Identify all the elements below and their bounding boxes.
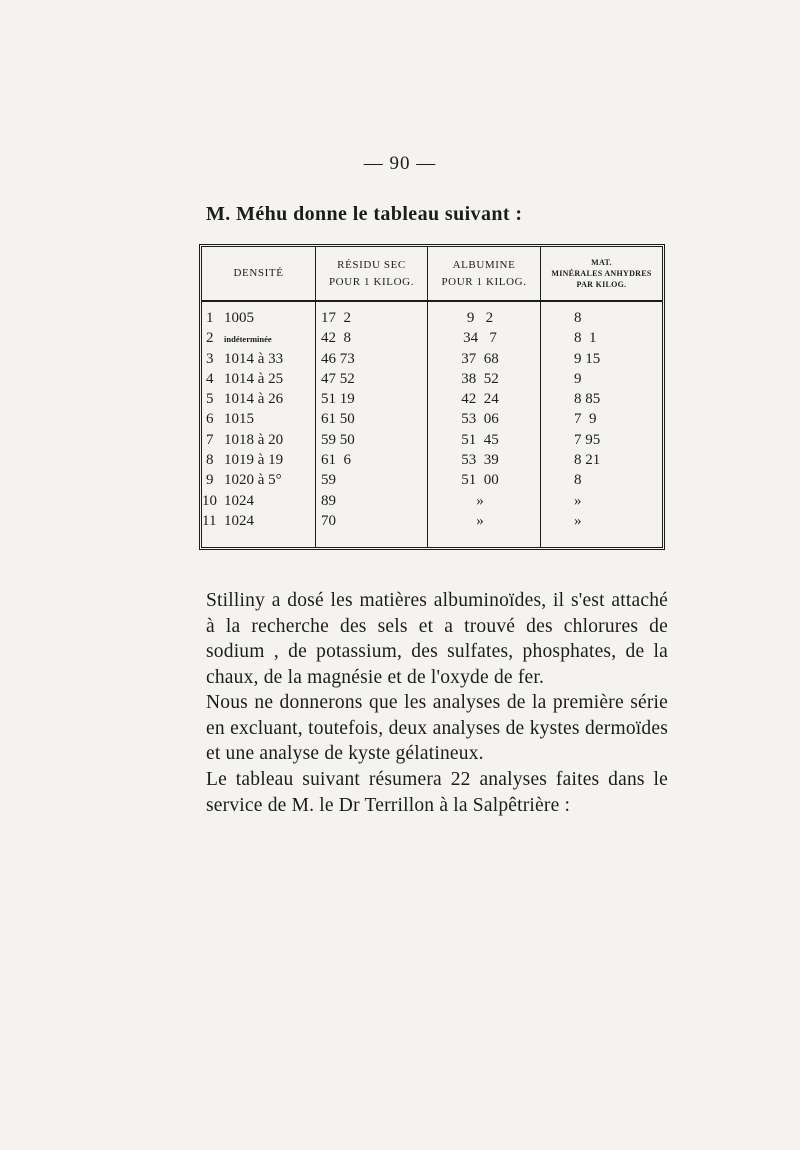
table-row [202, 432, 662, 452]
row-densite: indéterminée [224, 334, 272, 345]
row-mat: 8 [574, 310, 582, 326]
page-number: — 90 — [363, 153, 437, 174]
header-albumine-line1: ALBUMINE [452, 258, 516, 271]
table-row [202, 351, 662, 371]
row-densite: 1014 à 26 [224, 391, 284, 408]
row-index: 7 [206, 431, 214, 448]
row-albumine: » [476, 492, 484, 509]
table-row [202, 472, 662, 492]
paragraph-analyses [206, 690, 668, 767]
row-residu: 47 52 [321, 370, 355, 387]
row-albumine: 53 39 [461, 452, 499, 469]
table-row [202, 330, 662, 350]
row-albumine: 38 52 [461, 370, 499, 387]
row-albumine: 34 7 [463, 330, 497, 347]
row-densite: 1024 [224, 512, 254, 529]
row-densite: 1018 à 20 [224, 431, 284, 448]
row-index: 5 [206, 391, 214, 408]
paragraph-text: Nous ne donnerons que les analyses de la première série en excluant, toutefois, deux analyses de kystes dermoïdes et une analyse de kyste gélatineux. [206, 692, 668, 764]
row-index: 11 [202, 512, 217, 529]
row-densite: 1024 [224, 492, 254, 509]
row-index: 2 [206, 330, 214, 347]
header-mat-line2: MINÉRALES ANHYDRES [551, 269, 652, 278]
header-mat-minerales [541, 247, 662, 300]
row-albumine: 9 2 [466, 310, 494, 326]
row-mat: 7 95 [574, 431, 601, 448]
row-residu: 59 [321, 472, 336, 489]
row-index: 1 [206, 310, 214, 326]
row-densite: 1015 [224, 411, 254, 428]
row-mat: 8 21 [574, 452, 601, 469]
row-mat: 7 9 [574, 411, 597, 428]
row-albumine: » [476, 512, 484, 529]
table-row [202, 411, 662, 431]
paragraph-stilliny [206, 588, 668, 690]
row-residu: 61 6 [321, 452, 351, 469]
row-mat: 9 [574, 370, 582, 387]
row-index: 3 [206, 350, 214, 367]
row-albumine: 37 68 [461, 350, 499, 367]
row-albumine: 51 45 [461, 431, 499, 448]
header-rule [202, 300, 662, 302]
row-residu: 51 19 [321, 391, 355, 408]
row-index: 10 [202, 492, 217, 509]
row-densite: 1014 à 25 [224, 370, 284, 387]
intro-sentence: M. Méhu donne le tableau suivant : [206, 203, 523, 225]
row-mat: » [574, 512, 582, 529]
row-mat: 9 15 [574, 350, 601, 367]
row-mat: 8 1 [574, 330, 597, 347]
header-residu [316, 247, 427, 300]
paragraph-text: Le tableau suivant résumera 22 analyses faites dans le service de M. le Dr Terrillon à la Salpêtrière : [206, 769, 668, 816]
header-residu-line1: RÉSIDU SEC [337, 258, 406, 271]
header-mat-line3: PAR KILOG. [576, 280, 627, 289]
header-densite [202, 247, 315, 300]
row-residu: 89 [321, 492, 336, 509]
row-index: 4 [206, 370, 214, 387]
table-row [202, 310, 662, 330]
row-residu: 59 50 [321, 431, 355, 448]
row-albumine: 53 06 [461, 411, 499, 428]
row-mat: » [574, 492, 582, 509]
table-body [202, 310, 662, 533]
paragraph-text: Stilliny a dosé les matières albuminoïdes, il s'est attaché à la recherche des sels et a trouvé des chlorures de sodium , de potassium, des sulfates, phosphates, de la chaux, de la magnésie et de l'oxyde de fer. [206, 590, 668, 688]
table-row [202, 493, 662, 513]
row-residu: 42 8 [321, 330, 351, 347]
table-row [202, 513, 662, 533]
row-index: 8 [206, 452, 214, 469]
header-albumine [428, 247, 540, 300]
row-residu: 70 [321, 512, 336, 529]
row-residu: 46 73 [321, 350, 355, 367]
row-mat: 8 85 [574, 391, 601, 408]
header-residu-line2: POUR 1 KILOG. [328, 275, 415, 288]
row-densite: 1014 à 33 [224, 350, 284, 367]
row-index: 6 [206, 411, 214, 428]
row-mat: 8 [574, 472, 582, 489]
row-densite: 1020 à 5° [224, 472, 282, 489]
table-row [202, 452, 662, 472]
row-densite: 1019 à 19 [224, 452, 284, 469]
header-densite-label: DENSITÉ [233, 267, 284, 279]
row-albumine: 42 24 [461, 391, 499, 408]
analysis-table [199, 244, 665, 550]
table-row [202, 391, 662, 411]
row-residu: 17 2 [321, 310, 351, 326]
row-albumine: 51 00 [461, 472, 499, 489]
header-albumine-line2: POUR 1 KILOG. [441, 275, 527, 288]
row-densite: 1005 [224, 310, 254, 326]
paragraph-tableau [206, 767, 668, 818]
table-row [202, 371, 662, 391]
row-index: 9 [206, 472, 214, 489]
header-mat-line1: MAT. [591, 258, 612, 267]
row-residu: 61 50 [321, 411, 355, 428]
